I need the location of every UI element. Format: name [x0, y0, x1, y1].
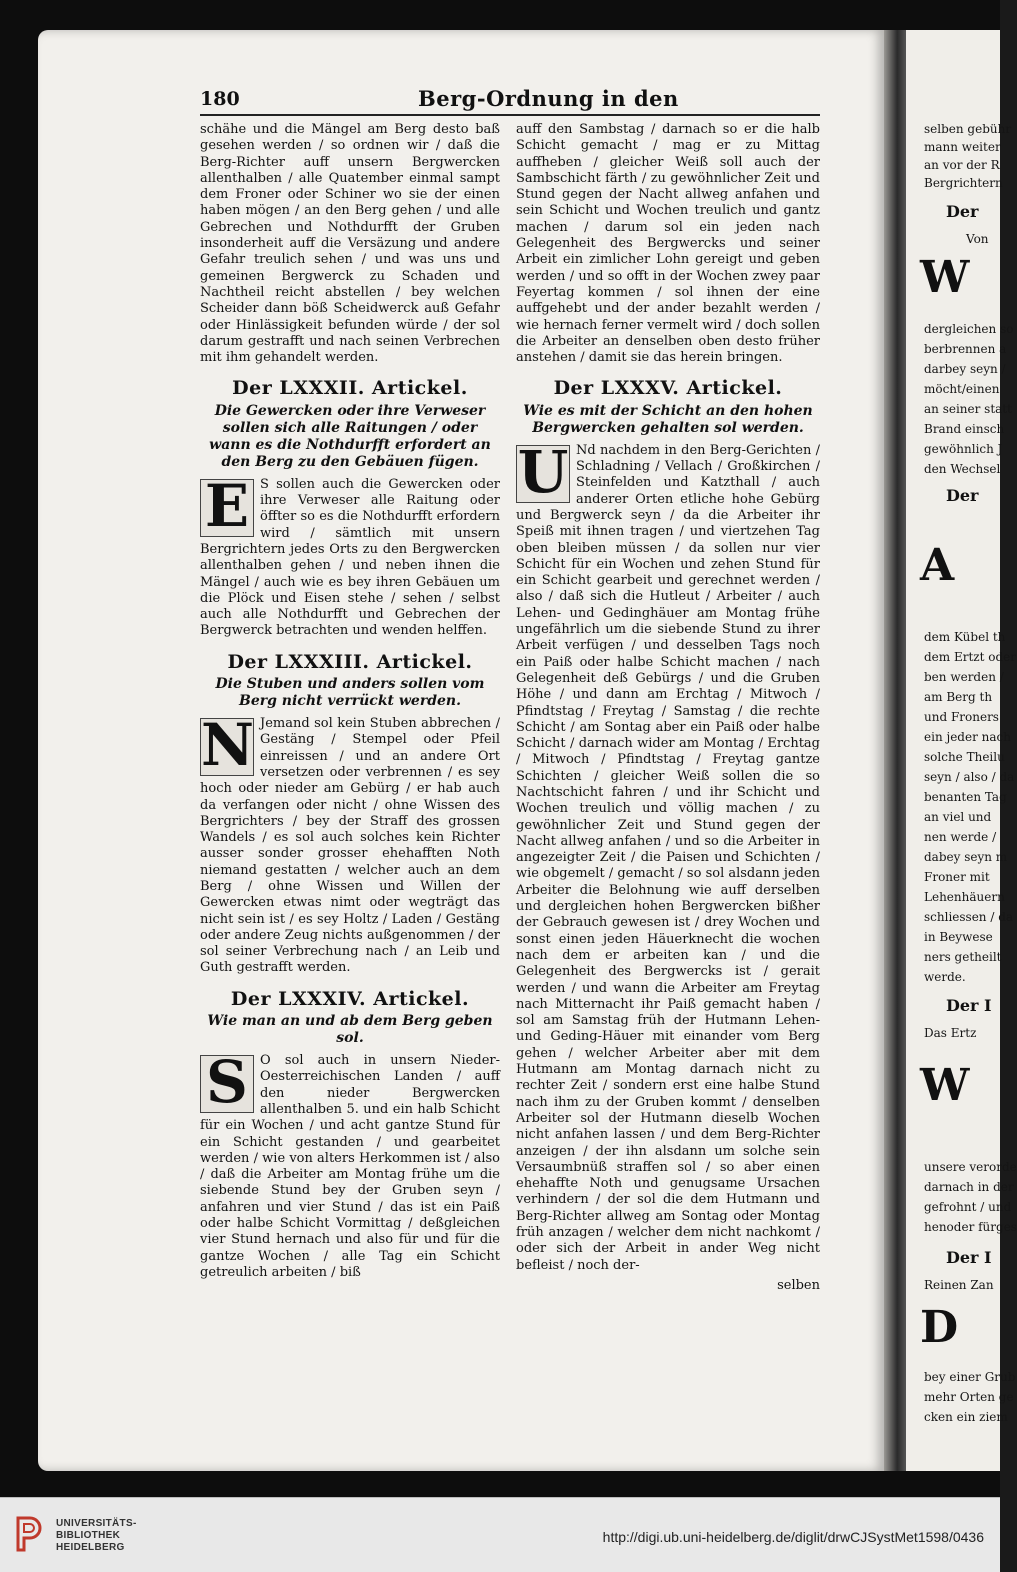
next-line: dergleichen so: [924, 322, 1014, 336]
book-gutter: [884, 30, 906, 1471]
article-82-text: S sollen auch die Gewercken oder ihre Verweser alle Raitung oder öffter so es die Nothdurfft erfordern wird / sämtlich mit unsern Bergrichtern jedes Orts zu den Bergwercken allenthalben gehen / und neben ihnen die Mängel / auch wie es bey ihren Gebäuen um die Plöck und Eisen stehe / sehen / selbst auch alle Nothdurfft und Gebrechen der Bergwerck betrachten und wenden helffen.: [200, 476, 500, 639]
page-number: 180: [200, 88, 240, 110]
article-85-body: [516, 437, 820, 1274]
next-line: ben werden /: [924, 670, 1004, 684]
next-line: mann weiter: [924, 140, 1001, 154]
next-heading: Der: [946, 486, 979, 505]
institution-line: UNIVERSITÄTS-: [56, 1518, 137, 1529]
article-83-text: Jemand sol kein Stuben abbrechen / Gestäng / Stempel oder Pfeil einreissen / und an andere Ort versetzen oder verbrennen / es sey hoch oder nieder am Gebürg / er hab auch da verfangen oder nicht / ohne Wissen des Bergrichters / bey der Straff des grossen Wandels / es sol auch solches kein Richter ausser sonder grosser ehehafften Noth niemand gestatten / welcher auch an dem Berg / ohne Wissen und Willen der Gewercken etwas nimt oder wegträgt das nicht sein ist / es sey Holtz / Laden / Gestäng oder andere Zeug nichts außgenommen / der sol seiner Verbrechung nach / an Leib und Guth gestrafft werden.: [200, 716, 500, 976]
article-85-text: Nd nachdem in den Berg-Gerichten / Schladning / Vellach / Großkirchen / Steinfelden und Katzthall / auch anderer Orten etliche hohe Gebürg und Bergwerck seyn / da die Arbeiter ihr Speiß mit ihnen tragen / und viertzehen Tag oben bleiben müssen / da sollen nur vier Schicht für ein Wochen und zehen Stund für ein Schicht gearbeit und gerechnet werden / also / daß sich die Hutleut / Arbeiter / auch Lehen- und Gedinghäuer am Montag frühe ungefährlich um die siebende Stund zu ihrer Arbeit verfügen / und desselben Tags noch ein Paiß oder halbe Schicht machen / nach Gelegenheit deß Gebürgs / und die Gruben Höhe / und dann am Erchtag / Mitwoch / Pfindtstag / Freytag / Samstag / die rechte Schicht / am Sontag aber ein Paiß oder halbe Schicht / darnach wider am Montag / Erchtag / Mitwoch / Pfindtstag / Freytag gantze Schichten / gleicher Weiß sollen die so Nachtschicht fahren / und ihr Schicht und Wochen treulich und völlig machen / zu gewöhnlicher Zeit und Stund gegen der Nacht allweg anfahen / und so die Arbeiter in angezeigter Zeit / die Paisen und Schichten / wie obgemelt / gemacht / so sol alsdann jeden Arbeiter die Belohnung wie auff derselben und dergleichen hohen Bergwercken bißher der Gebrauch gewesen ist / drey Wochen und sonst einen jeden Häuerknecht die wochen nach dem er arbeiten kan / und die Gelegenheit des Bergwercks ist / gerait werden / und wann die Arbeiter am Freytag nach Mitternacht ihr Paiß gemacht haben / sol am Samstag früh der Hutmann Lehen- und Geding-Häuer mit einander vom Berg gehen / welcher Arbeiter aber mit dem Hutmann am Montag darnach nicht zu rechter Zeit / sondern erst eine halbe Stund nach ihm zu der Gruben kommt / denselben Arbeiter sol der Hutmann dieselb Wochen nicht anfahen lassen / und dem Berg-Richter anzeigen / der ihn alsdann um solche sein Versaumbnüß straffen sol / so aber einen ehehaffte Noth und genugsame Ursachen verhindern / der sol die dem Hutmann und Berg-Richter allweg am Sontag oder Montag früh anzagen / welcher dem nicht nachkomt / oder sich der Arbeit in ander Weg nicht befleist / noch der-: [516, 442, 820, 1273]
article-82-subtitle: Die Gewercken oder ihre Verweser sollen sich alle Raitungen / oder wann es die Nothdurfft erfordert an den Berg zu den Gebäuen fügen.: [209, 402, 491, 470]
next-line: gewöhnlich J: [924, 442, 1003, 456]
next-line: Brand einsch: [924, 422, 1005, 436]
next-line: und Froners: [924, 710, 999, 724]
next-line: selben gebühr: [924, 122, 1012, 136]
article-84-title: Der LXXXIV. Artickel.: [230, 987, 470, 1010]
next-line: henoder fürges: [924, 1220, 1017, 1234]
next-line: in Beywese: [924, 930, 993, 944]
next-line: bey einer Grub: [924, 1370, 1016, 1384]
next-line: werde.: [924, 970, 966, 984]
next-line: Das Ertz: [924, 1026, 977, 1040]
article-85-subtitle: Wie es mit der Schicht an den hohen Bergwercken gehalten sol werden.: [523, 402, 813, 436]
article-84-subtitle: Wie man an und ab dem Berg geben sol.: [207, 1013, 493, 1047]
paragraph: auff den Sambstag / darnach so er die halb Schicht gemacht / mag er zu Mittag auffheben / gleicher Weiß soll auch der Sambschicht färth / zu gewöhnlicher Zeit und Stund gegen der Nacht allweg anfahen und sein Schicht und Wochen treulich und gantz machen / darum sol ein jeden nach Gelegenheit des Bergwercks und seiner Arbeit ein zimlicher Lohn gereigt und geben werden / und so offt in der Wochen zwey paar Feyertag kommen / sol ihnen der eine auffgehebt und der ander bezahlt werden / wie hernach ferner vermelt wird / doch sollen die Arbeiter an denselben oben desto früher anstehen / damit sie das herein bringen.: [516, 122, 820, 366]
article-82-title: Der LXXXII. Artickel.: [232, 377, 468, 400]
next-line: nen werde /: [924, 830, 997, 844]
page-right-partial: [906, 30, 1017, 1471]
drop-cap: E: [200, 479, 254, 537]
catchword: selben: [777, 1277, 820, 1293]
next-heading: Der: [946, 202, 979, 221]
next-line: mehr Orten ge: [924, 1390, 1014, 1404]
next-line: schliessen / da: [924, 910, 1014, 924]
next-line: an seiner statt: [924, 402, 1012, 416]
next-line: benanten Tag: [924, 790, 1007, 804]
institution-line: BIBLIOTHEK: [56, 1530, 121, 1541]
next-line: unsere verorde: [924, 1160, 1017, 1174]
article-85-title: Der LXXXV. Artickel.: [553, 377, 783, 400]
next-line: solche Theilu: [924, 750, 1005, 764]
next-line: an viel und: [924, 810, 992, 824]
next-line: an vor der R: [924, 158, 1000, 172]
next-line: cken ein ziem: [924, 1410, 1008, 1424]
next-sub: Von: [966, 232, 989, 246]
article-83-title: Der LXXXIII. Artickel.: [227, 650, 473, 673]
right-column: [516, 122, 820, 1294]
drop-cap: U: [517, 437, 569, 506]
next-line: berbrennen a: [924, 342, 1007, 356]
institution-line: HEIDELBERG: [56, 1542, 125, 1553]
permalink[interactable]: http://digi.ub.uni-heidelberg.de/diglit/drwCJSystMet1598/0436: [602, 1529, 984, 1545]
next-initial-w2: W: [920, 1060, 970, 1111]
paragraph: schähe und die Mängel am Berg desto baß gesehen werden / so ordnen wir / daß die Berg-Richter auff unsern Bergwercken allenthalben / alle Quatember einmal sampt dem Froner oder Schiner wo sie der einen haben mögen / an den Berg gehen / und alle Gebrechen und Nothdurfft der Gruben insonderheit auff die Versäzung und andere Gefahr treulich sehen / und was uns und gemeinen Bergwerck zu Schaden und Nachtheil reicht abstellen / bey welchen Scheider dann böß Scheidwerck auß Gefahr oder Hinlässigkeit befunden würde / der sol darum gestrafft und nach seinen Verbrechen mit ihm gehandelt werden.: [200, 122, 500, 366]
next-line: dabey seyn m: [924, 850, 1008, 864]
viewer-footer: [0, 1497, 1000, 1572]
library-logo-icon: [14, 1514, 46, 1554]
next-heading: Der I: [946, 1248, 992, 1267]
next-line: ners getheilt: [924, 950, 1002, 964]
next-line: ein jeder nach: [924, 730, 1011, 744]
next-line: möcht/einen: [924, 382, 1000, 396]
next-line: dem Ertzt oder: [924, 650, 1016, 664]
next-line: Froner mit: [924, 870, 990, 884]
article-83-body: [200, 711, 500, 977]
article-84-text: O sol auch in unsern Nieder-Oesterreichischen Landen / auff den nieder Bergwercken allenthalben 5. und ein halb Schicht für ein Wochen / und acht gantze Stund für ein Schicht gestanden / und gearbeitet werden / wie von alters Herkommen ist / also / daß die Arbeiter am Montag frühe um die siebende Stund bey der Gruben seyn / anfahren und vier Stund / das ist ein Paiß oder halbe Schicht Vormittag / deßgleichen vier Stund hernach und also für und für die gantze Wochen / alle Tag ein Schicht getreulich arbeiten / biß: [200, 1053, 500, 1280]
next-initial-d: D: [920, 1302, 959, 1353]
page-header: [200, 84, 820, 116]
next-heading: Der I: [946, 996, 992, 1015]
next-line: gefrohnt / und: [924, 1200, 1012, 1214]
running-title: Berg-Ordnung in den: [418, 86, 679, 111]
institution-name: [56, 1518, 137, 1554]
article-83-subtitle: Die Stuben und anders sollen vom Berg nicht verrückt werden.: [215, 676, 485, 710]
next-line: dem Kübel th: [924, 630, 1006, 644]
next-line: darnach in der: [924, 1180, 1014, 1194]
next-line: Bergrichtern: [924, 176, 1003, 190]
next-line: am Berg th: [924, 690, 993, 704]
next-line: Lehenhäuern: [924, 890, 1005, 904]
drop-cap: N: [201, 711, 255, 780]
article-84-body: [200, 1048, 500, 1281]
next-line: darbey seyn /: [924, 362, 1006, 376]
left-column: [200, 122, 500, 1285]
next-initial-a: A: [920, 540, 955, 591]
next-line: seyn / also / da: [924, 770, 1015, 784]
article-82-body: [200, 471, 500, 640]
next-initial-w: W: [920, 252, 970, 303]
next-line: Reinen Zan: [924, 1278, 994, 1292]
drop-cap: S: [200, 1055, 254, 1113]
next-line: den Wechsel: [924, 462, 1001, 476]
